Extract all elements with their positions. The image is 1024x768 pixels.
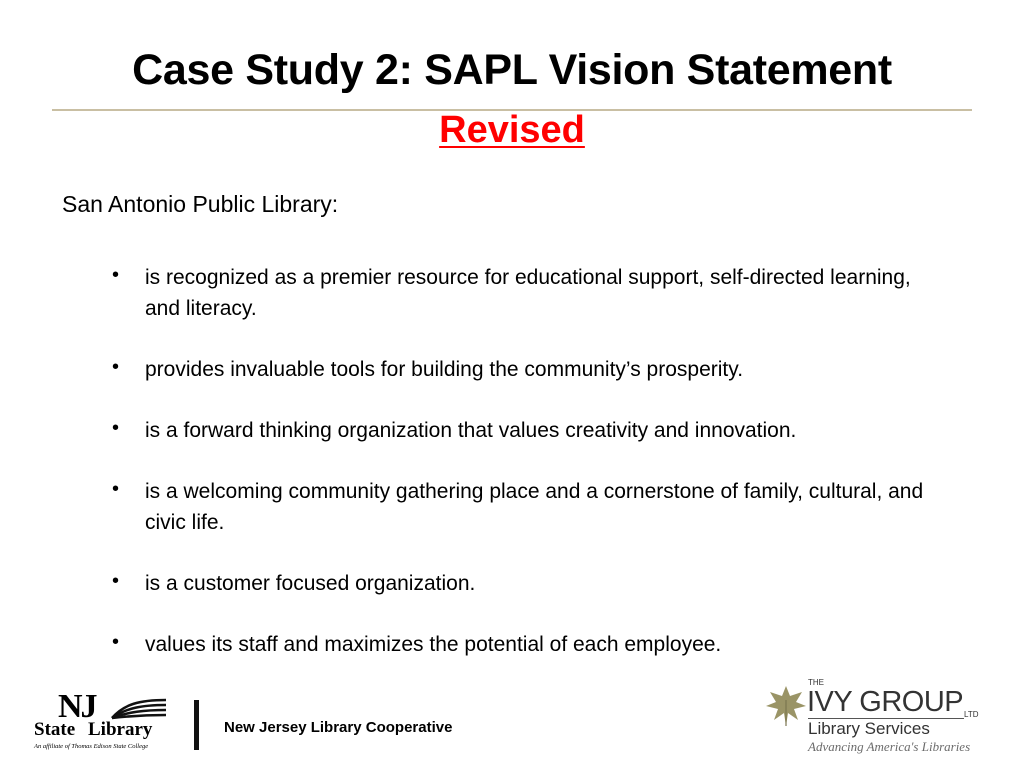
bullet-item [112,629,932,660]
bullet-dot-icon: • [112,417,120,439]
bullet-dot-icon: • [112,631,120,653]
nj-state-library-logo [30,690,180,755]
intro-text: San Antonio Public Library: [62,191,339,217]
bullet-dot-icon: • [112,570,120,592]
ivy-logo-name: IVY GROUP [807,686,964,718]
ivy-logo-the: THE [808,678,824,687]
slide-subtitle: Revised [439,109,585,151]
bullet-item [112,568,932,599]
slide-title: Case Study 2: SAPL Vision Statement [132,46,892,94]
bullet-text: is recognized as a premier resource for educational support, self-directed learning, and literacy. [145,266,911,320]
ivy-logo-ltd: LTD [964,710,979,719]
nj-logo-affiliate: An affiliate of Thomas Edison State College [34,743,149,750]
ivy-logo-tagline: Advancing America's Libraries [808,739,971,754]
bullet-item [112,415,932,446]
bullet-text: is a forward thinking organization that values creativity and innovation. [145,419,797,442]
bullet-dot-icon: • [112,264,120,286]
bullet-item [112,476,932,538]
bullet-text: is a customer focused organization. [145,572,476,595]
cooperative-name: New Jersey Library Cooperative [224,719,453,736]
bullet-dot-icon: • [112,478,120,500]
nj-logo-library: Library [88,719,153,740]
ivy-leaf-icon [764,682,808,728]
bullet-text: values its staff and maximizes the potential of each employee. [145,633,722,656]
footer-divider [194,700,199,750]
bullet-text: provides invaluable tools for building the community’s prosperity. [145,358,744,381]
book-pages-icon [110,694,168,722]
nj-logo-state: State [34,719,76,740]
nj-logo-mark: NJ [58,688,96,725]
ivy-logo-services: Library Services [808,719,930,738]
bullet-text: is a welcoming community gathering place and a cornerstone of family, cultural, and civic life. [145,480,924,534]
ivy-group-logo [764,674,994,758]
bullet-item [112,354,932,385]
bullet-item [112,262,932,324]
bullet-dot-icon: • [112,356,120,378]
bullet-list [112,262,932,690]
